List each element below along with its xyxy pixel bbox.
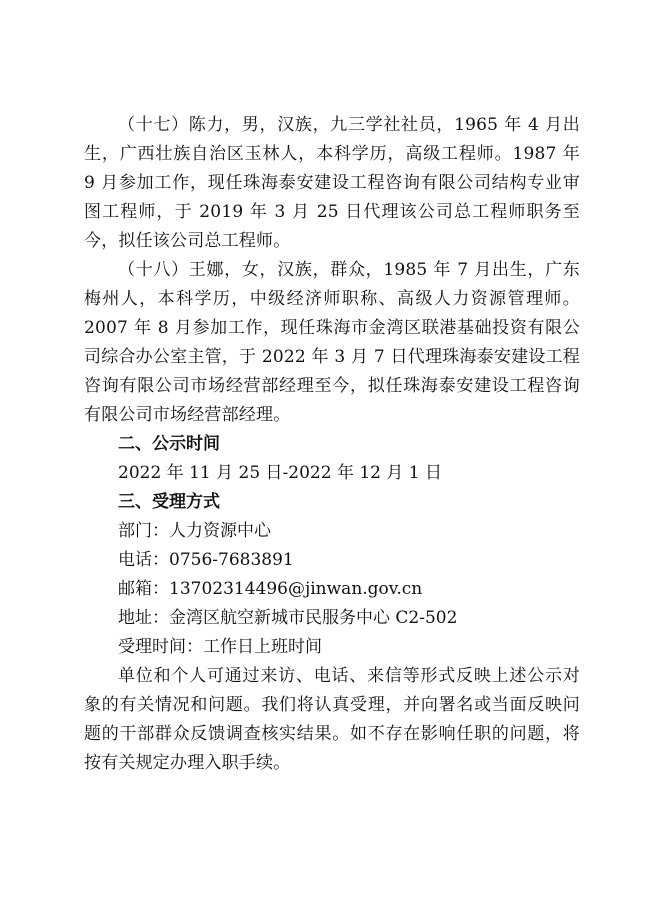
address-line: 地址：金湾区航空新城市民服务中心 C2-502 — [118, 608, 458, 628]
hours-line: 受理时间：工作日上班时间 — [118, 637, 322, 657]
section-3-heading: 三、受理方式 — [118, 492, 220, 512]
document-body — [84, 111, 580, 778]
phone-line: 电话：0756-7683891 — [118, 550, 294, 570]
department-line: 部门：人力资源中心 — [118, 521, 271, 541]
publicity-period: 2022 年 11 月 25 日-2022 年 12 月 1 日 — [118, 463, 443, 483]
closing-paragraph: 单位和个人可通过来访、电话、来信等形式反映上述公示对象的有关情况和问题。我们将认真受理，并向署名或当面反映问题的干部群众反馈调查核实结果。如不存在影响任职的问题，将按有关规定办理入职手续。 — [84, 666, 580, 773]
candidate-17-paragraph: （十七）陈力，男，汉族，九三学社社员，1965 年 4 月出生，广西壮族自治区玉林人，本科学历，高级工程师。1987 年 9 月参加工作，现任珠海泰安建设工程咨询有限公司结构专业审图工程师，于 2019 年 3 月 25 日代理该公司总工程师职务至今，拟任该公司总工程师。 — [84, 115, 580, 251]
section-2-heading: 二、公示时间 — [118, 434, 220, 454]
email-line: 邮箱：13702314496@jinwan.gov.cn — [118, 579, 423, 599]
candidate-18-paragraph: （十八）王娜，女，汉族，群众，1985 年 7 月出生，广东梅州人，本科学历，中级经济师职称、高级人力资源管理师。2007 年 8 月参加工作，现任珠海市金湾区联港基础投资有限公司综合办公室主管，于 2022 年 3 月 7 日代理珠海泰安建设工程咨询有限公司市场经营部经理至今，拟任珠海泰安建设工程咨询有限公司市场经营部经理。 — [84, 260, 580, 425]
